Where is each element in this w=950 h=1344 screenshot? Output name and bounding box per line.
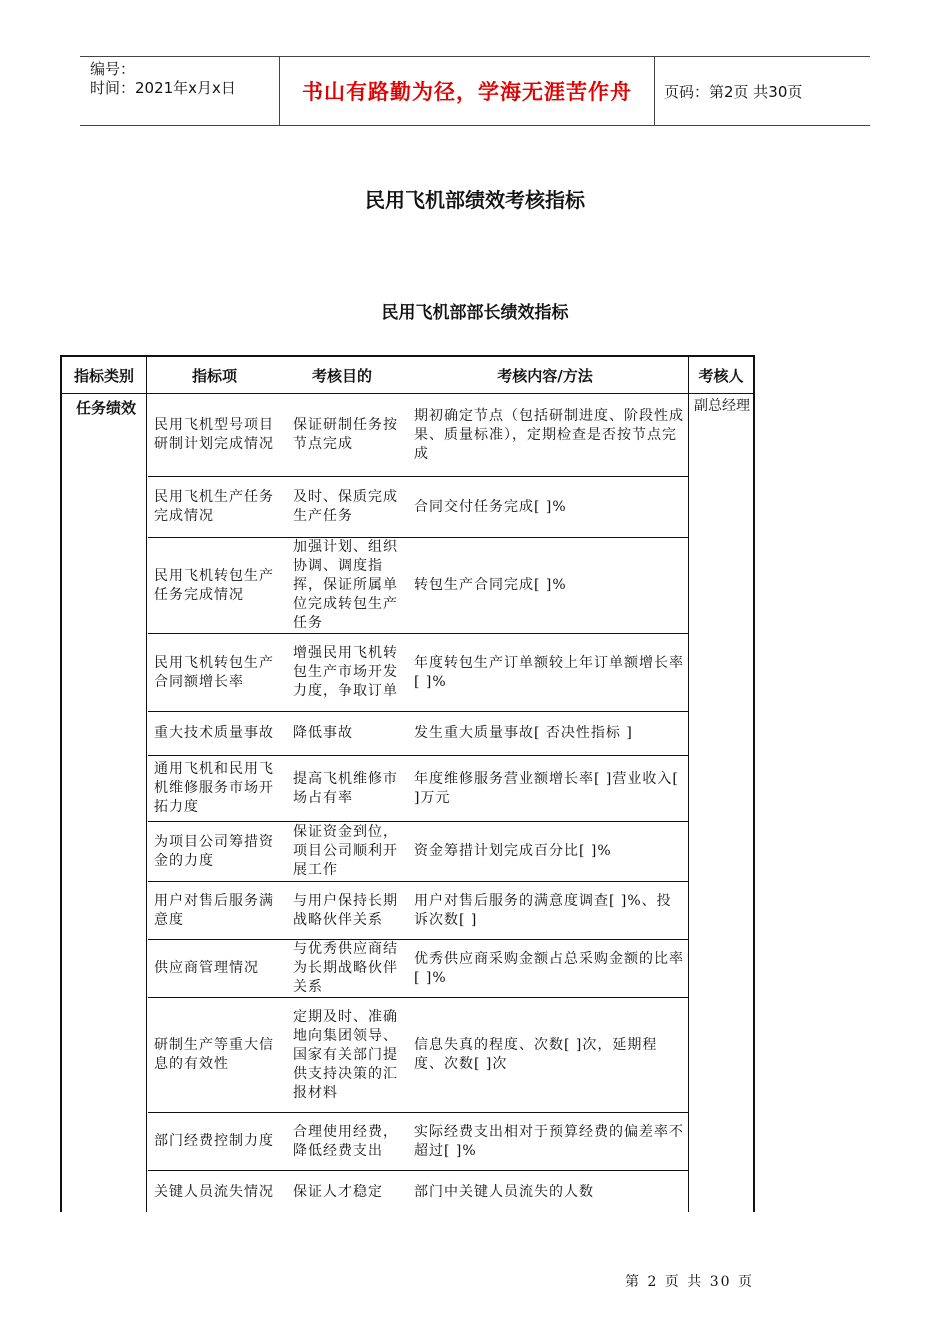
assessment-purpose-cell bbox=[293, 756, 401, 821]
assessment-method-text: 信息失真的程度、次数[ ]次，延期程度、次数[ ]次 bbox=[414, 1037, 658, 1072]
assessment-purpose-text: 与优秀供应商结为长期战略伙伴关系 bbox=[293, 941, 398, 995]
indicator-item-cell bbox=[154, 712, 274, 755]
code-label: 编号： bbox=[90, 60, 136, 78]
indicator-item-text: 民用飞机转包生产合同额增长率 bbox=[154, 654, 274, 690]
assessment-method-cell bbox=[414, 882, 684, 939]
assessment-purpose-text: 提高飞机维修市场占有率 bbox=[293, 770, 398, 806]
indicator-item-cell bbox=[154, 940, 274, 997]
assessment-method-text: 期初确定节点（包括研制进度、阶段性成果、质量标准），定期检查是否按节点完成 bbox=[414, 407, 684, 462]
assessment-method-text: 合同交付任务完成[ ]% bbox=[414, 498, 567, 515]
table-row bbox=[148, 882, 688, 940]
assessment-method-text: 实际经费支出相对于预算经费的偏差率不超过[ ]% bbox=[414, 1123, 684, 1159]
assessment-purpose-cell bbox=[293, 882, 401, 939]
assessment-method-text: 用户对售后服务的满意度调查[ ]%、投诉次数[ ] bbox=[414, 892, 672, 928]
time-label: 时间：2021年x月x日 bbox=[90, 79, 236, 97]
assessment-method-cell bbox=[414, 756, 684, 821]
indicator-item-text: 通用飞机和民用飞机维修服务市场开拓力度 bbox=[154, 761, 274, 815]
assessment-method-cell bbox=[414, 477, 684, 537]
assessment-purpose-cell bbox=[293, 712, 401, 755]
indicator-item-text: 关键人员流失情况 bbox=[154, 1183, 274, 1200]
document-title: 民用飞机部绩效考核指标 bbox=[365, 188, 585, 212]
table-row bbox=[148, 477, 688, 538]
assessment-method-cell bbox=[414, 634, 684, 711]
assessment-method-text: 年度转包生产订单额较上年订单额增长率[ ]% bbox=[414, 654, 684, 690]
kpi-table bbox=[60, 355, 755, 1212]
indicator-item-text: 民用飞机型号项目研制计划完成情况 bbox=[154, 417, 274, 452]
table-row bbox=[148, 756, 688, 822]
assessment-purpose-text: 降低事故 bbox=[293, 725, 353, 741]
table-row bbox=[148, 822, 688, 882]
section-title: 民用飞机部部长绩效指标 bbox=[381, 303, 569, 323]
assessment-method-cell bbox=[414, 1113, 684, 1170]
assessment-purpose-cell bbox=[293, 634, 401, 711]
header-motto: 书山有路勤为径，学海无涯苦作舟 bbox=[280, 57, 655, 125]
assessment-method-cell bbox=[414, 940, 684, 997]
assessment-method-cell bbox=[414, 538, 684, 633]
header-item: 指标项 bbox=[191, 366, 237, 385]
indicator-item-text: 供应商管理情况 bbox=[154, 960, 259, 976]
assessment-purpose-text: 合理使用经费，降低经费支出 bbox=[293, 1123, 398, 1159]
indicator-item-text: 用户对售后服务满意度 bbox=[154, 892, 274, 928]
assessment-purpose-text: 定期及时、准确地向集团领导、国家有关部门提供支持决策的汇报材料 bbox=[293, 1008, 398, 1101]
table-row bbox=[148, 538, 688, 634]
page-header bbox=[80, 56, 870, 126]
assessment-method-text: 资金筹措计划完成百分比[ ]% bbox=[414, 843, 612, 859]
assessment-method-text: 年度维修服务营业额增长率[ ]营业收入[ ]万元 bbox=[414, 770, 679, 806]
table-row bbox=[148, 634, 688, 712]
table-row bbox=[148, 1171, 688, 1214]
assessment-method-text: 部门中关键人员流失的人数 bbox=[414, 1183, 594, 1200]
assessment-purpose-cell bbox=[293, 1171, 401, 1213]
assessment-method-cell bbox=[414, 1171, 684, 1213]
indicator-item-text: 研制生产等重大信息的有效性 bbox=[154, 1037, 274, 1072]
indicator-item-cell bbox=[154, 634, 274, 711]
assessment-purpose-text: 保证资金到位，项目公司顺利开展工作 bbox=[293, 824, 398, 878]
indicator-item-text: 重大技术质量事故 bbox=[154, 725, 274, 741]
assessment-method-cell bbox=[414, 822, 684, 881]
assessment-purpose-text: 保证人才稳定 bbox=[293, 1183, 383, 1200]
assessment-method-text: 发生重大质量事故[ 否决性指标 ] bbox=[414, 725, 633, 741]
indicator-item-text: 为项目公司筹措资金的力度 bbox=[154, 833, 274, 869]
assessment-method-cell bbox=[414, 998, 684, 1112]
assessment-purpose-text: 加强计划、组织协调、调度指挥，保证所属单位完成转包生产任务 bbox=[293, 539, 398, 631]
header-reviewer: 考核人 bbox=[698, 366, 744, 385]
assessment-method-text: 转包生产合同完成[ ]% bbox=[414, 577, 567, 593]
assessment-purpose-text: 及时、保质完成生产任务 bbox=[293, 489, 398, 524]
table-row bbox=[148, 940, 688, 998]
assessment-purpose-cell bbox=[293, 538, 401, 633]
indicator-item-text: 民用飞机生产任务完成情况 bbox=[154, 489, 274, 524]
assessment-purpose-cell bbox=[293, 1113, 401, 1170]
header-meta bbox=[80, 57, 280, 125]
header-page-info: 页码：第2页 共30页 bbox=[664, 82, 803, 101]
header-purpose: 考核目的 bbox=[311, 366, 372, 385]
indicator-item-cell bbox=[154, 756, 274, 821]
assessment-purpose-cell bbox=[293, 998, 401, 1112]
indicator-item-cell bbox=[154, 1171, 274, 1213]
indicator-item-cell bbox=[154, 1113, 274, 1170]
table-row bbox=[148, 1113, 688, 1171]
assessment-purpose-text: 增强民用飞机转包生产市场开发力度，争取订单 bbox=[293, 645, 398, 699]
assessment-purpose-cell bbox=[293, 477, 401, 537]
indicator-item-cell bbox=[154, 538, 274, 633]
assessment-method-cell bbox=[414, 394, 684, 476]
header-method: 考核内容/方法 bbox=[497, 366, 593, 385]
indicator-item-text: 部门经费控制力度 bbox=[154, 1133, 274, 1149]
assessment-purpose-cell bbox=[293, 822, 401, 881]
indicator-item-cell bbox=[154, 477, 274, 537]
assessment-purpose-cell bbox=[293, 394, 401, 476]
reviewer-cell: 副总经理 bbox=[694, 398, 750, 414]
assessment-purpose-text: 保证研制任务按节点完成 bbox=[293, 417, 398, 452]
table-row bbox=[148, 712, 688, 756]
page-footer: 第 2 页 共 30 页 bbox=[625, 1274, 754, 1290]
indicator-item-cell bbox=[154, 394, 274, 476]
indicator-item-text: 民用飞机转包生产任务完成情况 bbox=[154, 567, 274, 603]
assessment-method-text: 优秀供应商采购金额占总采购金额的比率[ ]% bbox=[414, 950, 684, 986]
category-cell: 任务绩效 bbox=[75, 399, 136, 417]
indicator-item-cell bbox=[154, 998, 274, 1112]
indicator-item-cell bbox=[154, 822, 274, 881]
indicator-item-cell bbox=[154, 882, 274, 939]
assessment-purpose-cell bbox=[293, 940, 401, 997]
header-category: 指标类别 bbox=[73, 366, 134, 385]
assessment-purpose-text: 与用户保持长期战略伙伴关系 bbox=[293, 892, 398, 928]
table-row bbox=[148, 394, 688, 477]
assessment-method-cell bbox=[414, 712, 684, 755]
table-row bbox=[148, 998, 688, 1113]
